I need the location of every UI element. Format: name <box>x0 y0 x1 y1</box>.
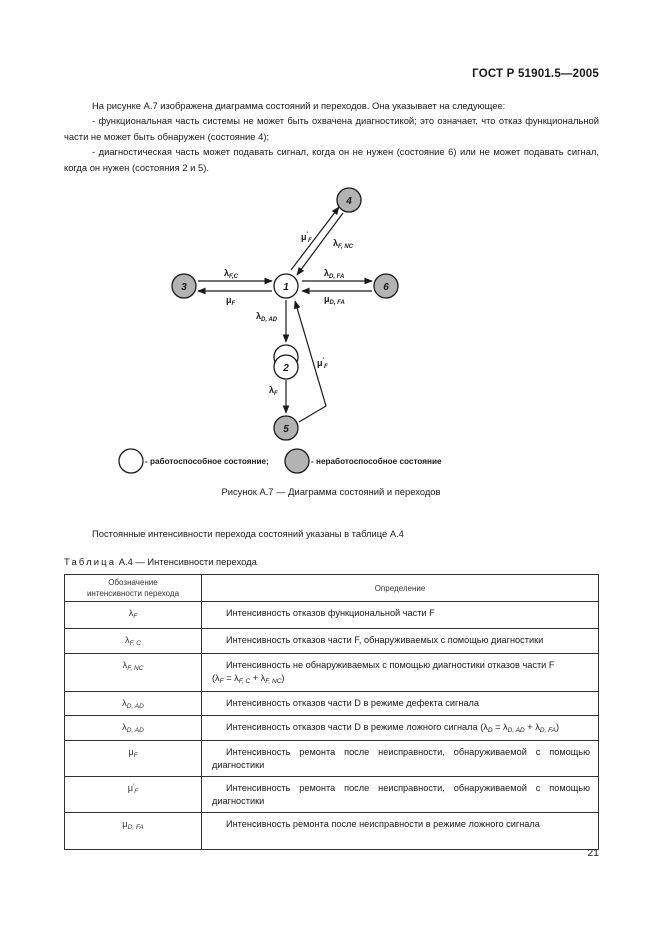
transition-rates-table <box>64 574 599 850</box>
label-mu-dfa: $\mu_{D, FA}$ <box>324 294 345 306</box>
rate-formula: $(\lambda_F = \lambda_{F, C} + \lambda_{F, NC})$ <box>212 672 285 685</box>
table-caption-title: А.4 — Интенсивности перехода <box>118 556 257 567</box>
legend-operable-circle <box>119 449 143 473</box>
table-header-row <box>65 575 599 602</box>
state-2-number: 2 <box>283 363 289 374</box>
rate-definition: Интенсивность отказов части F, обнаруживаемых с помощью диагностики <box>202 629 599 654</box>
label-mu-prime-f-right: $\mu'_F$ <box>317 358 328 370</box>
table-caption <box>64 556 257 567</box>
label-mu-f-left: $\mu_F$ <box>226 295 236 307</box>
table-row <box>65 654 599 692</box>
state-3-number: 3 <box>181 282 187 293</box>
rate-definition: Интенсивность не обнаруживаемых с помощью диагностики отказов части F $(\lambda_F = \lambda_{F, C} + \lambda_{F, NC})$ <box>202 654 599 692</box>
rate-definition: Интенсивность ремонта после неисправности в режиме ложного сигнала <box>202 813 599 850</box>
label-lambda-f: $\lambda_F$ <box>269 385 278 397</box>
table-row <box>65 777 599 813</box>
rate-symbol: $\lambda_{D, AD}$ <box>65 692 202 716</box>
table-row <box>65 629 599 654</box>
table-caption-word: Таблица <box>64 556 117 567</box>
label-lambda-fc: $\lambda_{F,C}$ <box>224 268 239 280</box>
rate-symbol: $\mu'_F$ <box>65 777 202 813</box>
rate-symbol: $\lambda_F$ <box>65 602 202 629</box>
table-row <box>65 716 599 741</box>
arrow-1-to-4 <box>291 207 339 270</box>
intro-item: - диагностическая часть может подавать сигнал, когда он не нужен (состояние 6) или не может подавать сигнал, когда он нужен (состояния 2 и 5). <box>64 146 599 173</box>
intro-line: На рисунке А.7 изображена диаграмма состояний и переходов. Она указывает на следующее: <box>92 100 506 111</box>
table-row <box>65 602 599 629</box>
legend-inoperable-circle <box>285 449 309 473</box>
state-1-number: 1 <box>283 282 289 293</box>
figure-caption: Рисунок А.7 — Диаграмма состояний и переходов <box>221 486 441 497</box>
rate-symbol: $\mu_F$ <box>65 741 202 777</box>
rate-formula: $(\lambda_D = \lambda_{D, AD} + \lambda_{D, FA})$ <box>480 722 560 734</box>
label-lambda-fnc: $\lambda_{F, NC}$ <box>333 238 354 250</box>
table-row <box>65 692 599 716</box>
table-intro-text: Постоянные интенсивности перехода состояний указаны в таблице А.4 <box>92 528 404 539</box>
rate-symbol: $\mu_{D, FA}$ <box>65 813 202 850</box>
rate-symbol: $\lambda_{D, AD}$ <box>65 716 202 741</box>
label-lambda-dfa: $\lambda_{D, FA}$ <box>324 268 345 280</box>
legend-inoperable-text: - неработоспособное состояние <box>311 457 442 466</box>
header-definition: Определение <box>202 575 599 602</box>
rate-symbol: $\lambda_{F, NC}$ <box>65 654 202 692</box>
state-4-number: 4 <box>346 196 352 207</box>
table-row <box>65 741 599 777</box>
rate-definition: Интенсивность отказов функциональной части F <box>202 602 599 629</box>
rate-definition: Интенсивность отказов части D в режиме дефекта сигнала <box>202 692 599 716</box>
intro-item: - функциональная часть системы не может быть охвачена диагностикой; это означает, что отказ функциональной части не может быть обнаружен (состояние 4); <box>64 115 599 142</box>
page-number: 21 <box>587 847 599 859</box>
state-6-number: 6 <box>383 282 389 293</box>
label-lambda-dad: $\lambda_{D, AD}$ <box>256 311 278 323</box>
header-designation: Обозначение интенсивности перехода <box>65 575 202 602</box>
rate-definition: Интенсивность ремонта после неисправности, обнаруживаемой с помощью диагностики <box>202 741 599 777</box>
table-row <box>65 813 599 850</box>
rate-definition: Интенсивность отказов части D в режиме ложного сигнала $(\lambda_D = \lambda_{D, AD} + \lambda_{D, FA})$ <box>202 716 599 741</box>
legend-operable-text: - работоспособное состояние; <box>145 457 269 466</box>
rate-definition: Интенсивность ремонта после неисправности, обнаруживаемой с помощью диагностики <box>202 777 599 813</box>
label-mu-prime-f-top: $\mu'_F$ <box>301 232 312 244</box>
document-id: ГОСТ Р 51901.5—2005 <box>472 68 599 80</box>
rate-symbol: $\lambda_{F, C}$ <box>65 629 202 654</box>
state-5-number: 5 <box>283 424 289 435</box>
